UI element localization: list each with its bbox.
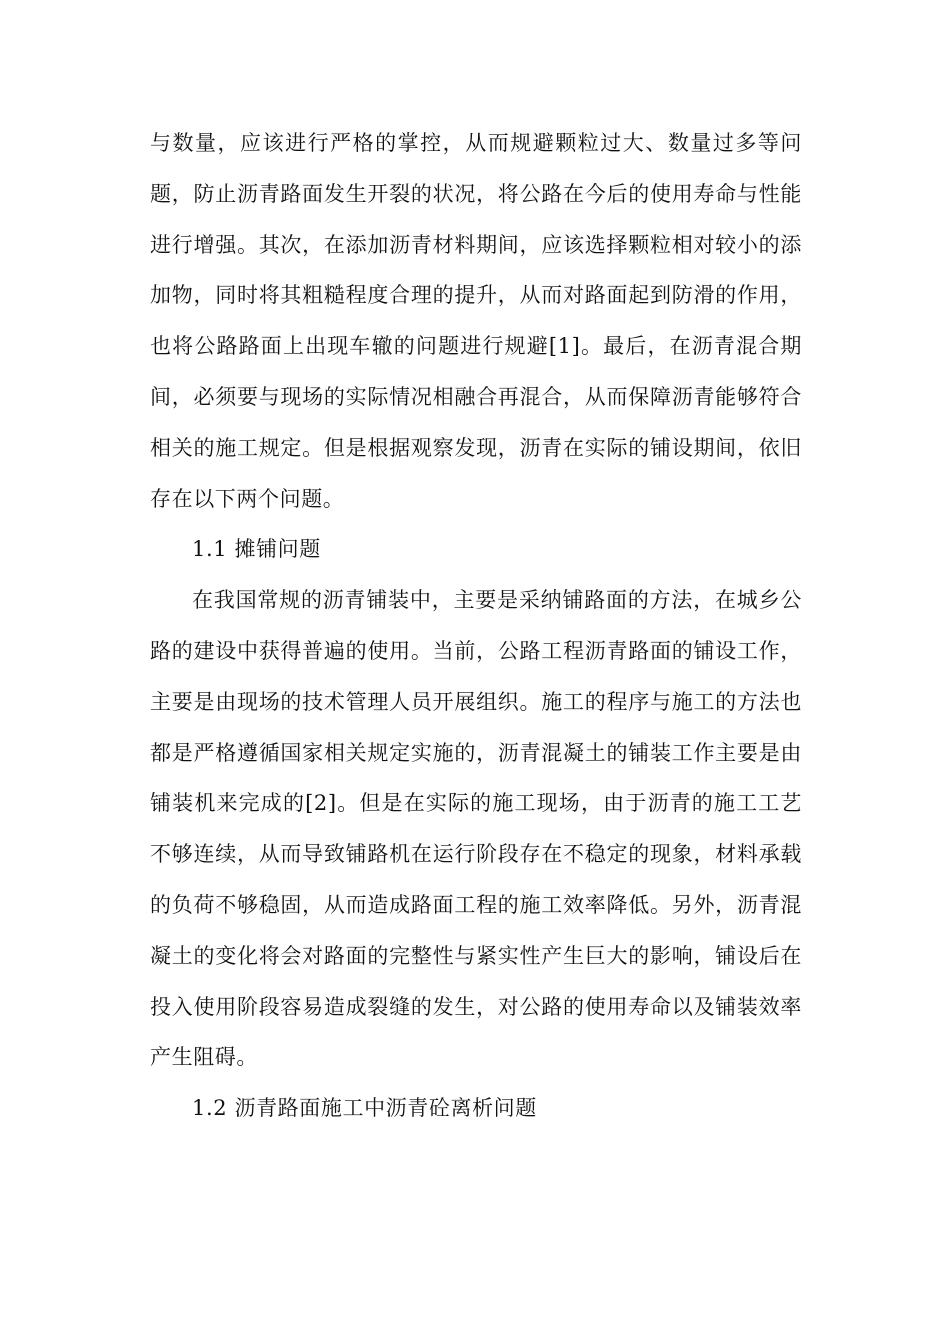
paragraph-paving-problem: 在我国常规的沥青铺装中，主要是采纳铺路面的方法，在城乡公路的建设中获得普遍的使用。当前，公路工程沥青路面的铺设工作，主要是由现场的技术管理人员开展组织。施工的程序与施工的方法也都是严格遵循国家相关规定实施的，沥青混凝土的铺装工作主要是由铺装机来完成的[2]。但是在实际的施工现场，由于沥青的施工工艺不够连续，从而导致铺路机在运行阶段存在不稳定的现象，材料承载的负荷不够稳固，从而造成路面工程的施工效率降低。另外，沥青混凝土的变化将会对路面的完整性与紧实性产生巨大的影响，铺设后在投入使用阶段容易造成裂缝的发生，对公路的使用寿命以及铺装效率产生阻碍。 [150, 588, 802, 1070]
paragraph-continuation: 与数量，应该进行严格的掌控，从而规避颗粒过大、数量过多等问题，防止沥青路面发生开裂的状况，将公路在今后的使用寿命与性能进行增强。其次，在添加沥青材料期间，应该选择颗粒相对较小的添加物，同时将其粗糙程度合理的提升，从而对路面起到防滑的作用，也将公路路面上出现车辙的问题进行规避[1]。最后，在沥青混合期间，必须要与现场的实际情况相融合再混合，从而保障沥青能够符合相关的施工规定。但是根据观察发现，沥青在实际的铺设期间，依旧存在以下两个问题。 [150, 131, 802, 511]
section-heading-1-1: 1.1 摊铺问题 [192, 537, 321, 562]
document-body [150, 118, 802, 1134]
section-heading-1-2: 1.2 沥青路面施工中沥青砼离析问题 [192, 1096, 537, 1121]
